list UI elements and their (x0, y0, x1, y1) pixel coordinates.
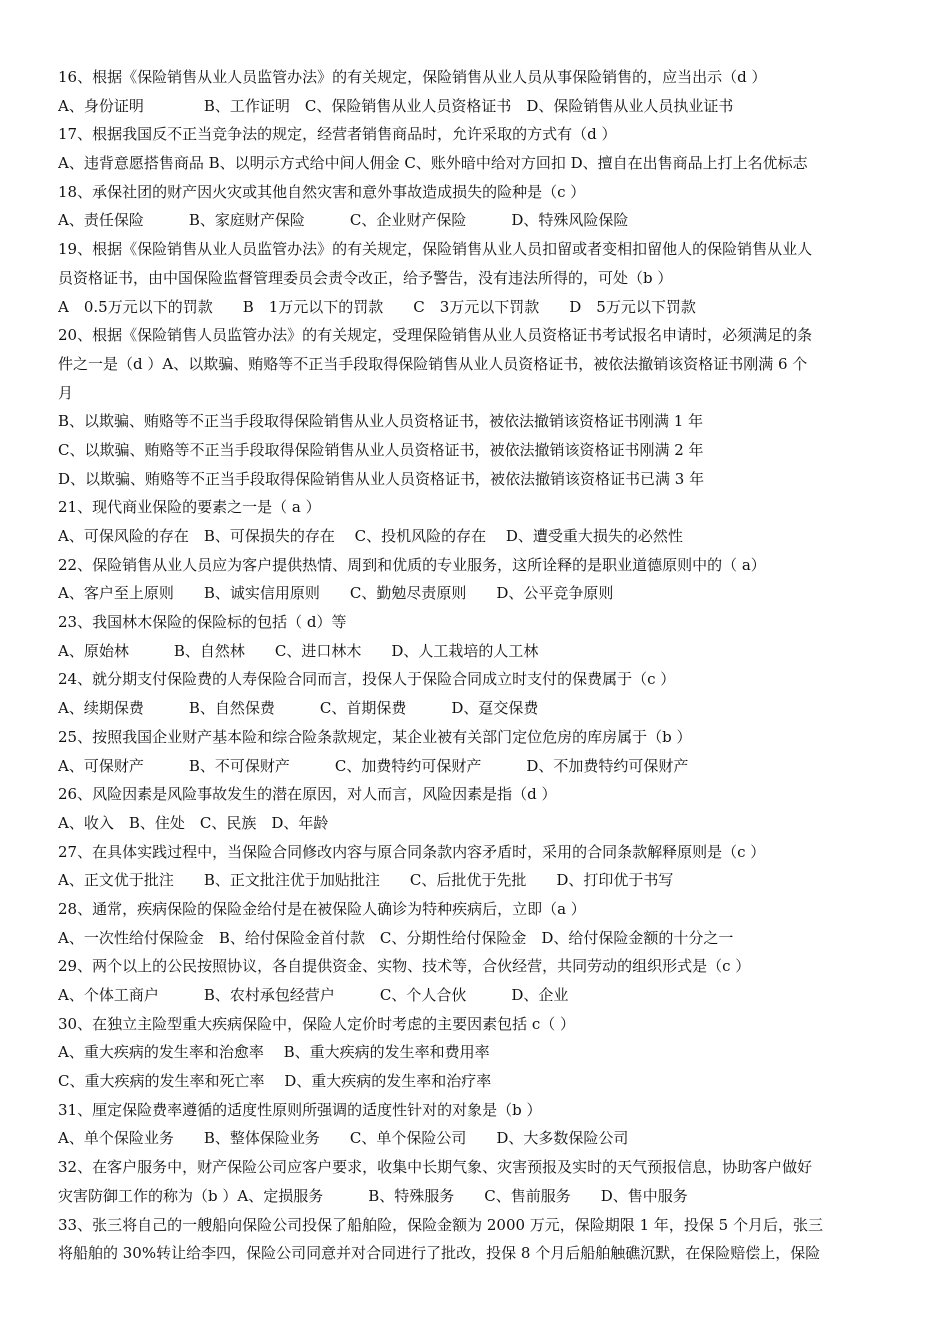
text-line: C、重大疾病的发生率和死亡率 D、重大疾病的发生率和治疗率 (58, 1072, 492, 1091)
text-line: A、收入 B、住处 C、民族 D、年龄 (58, 813, 329, 832)
text-line: A、违背意愿搭售商品 B、以明示方式给中间人佣金 C、账外暗中给对方回扣 D、擅自在出售商品上打上名优标志 (58, 154, 808, 173)
text-line: A、续期保费 B、自然保费 C、首期保费 D、趸交保费 (58, 699, 539, 718)
document-page (58, 63, 898, 1268)
text-line: A、个体工商户 B、农村承包经营户 C、个人合伙 D、企业 (58, 986, 569, 1004)
text-line: 30、在独立主险型重大疾病保险中，保险人定价时考虑的主要因素包括 c（ ） (58, 1014, 576, 1033)
text-line: 18、承保社团的财产因火灾或其他自然灾害和意外事故造成损失的险种是（c ） (58, 182, 586, 201)
text-line: 件之一是（d ）A、以欺骗、贿赂等不正当手段取得保险销售从业人员资格证书，被依法撤销该资格证书刚满 6 个 (58, 354, 808, 373)
text-line: 22、保险销售从业人员应为客户提供热情、周到和优质的专业服务，这所诠释的是职业道德原则中的（ a） (58, 555, 766, 574)
text-line: A、原始林 B、自然林 C、进口林木 D、人工栽培的人工林 (58, 641, 539, 660)
text-line: 将船舶的 30%转让给李四，保险公司同意并对合同进行了批改，投保 8 个月后船舶触礁沉默，在保险赔偿上，保险 (58, 1244, 821, 1263)
text-line: 27、在具体实践过程中，当保险合同修改内容与原合同条款内容矛盾时，采用的合同条款解释原则是（c ） (58, 842, 766, 861)
text-line: 员资格证书，由中国保险监督管理委员会责令改正，给予警告，没有违法所得的，可处（b ） (58, 268, 673, 287)
text-line: A、一次性给付保险金 B、给付保险金首付款 C、分期性给付保险金 D、给付保险金额的十分之一 (58, 928, 734, 947)
text-line: A、责任保险 B、家庭财产保险 C、企业财产保险 D、特殊风险保险 (58, 211, 629, 230)
text-line: 29、两个以上的公民按照协议，各自提供资金、实物、技术等，合伙经营，共同劳动的组织形式是（c ） (58, 957, 751, 976)
text-line: 23、我国林木保险的保险标的包括（ d）等 (58, 613, 347, 632)
text-line: 31、厘定保险费率遵循的适度性原则所强调的适度性针对的对象是（b ） (58, 1100, 542, 1119)
text-line: A、可保风险的存在 B、可保损失的存在 C、投机风险的存在 D、遭受重大损失的必然性 (58, 527, 683, 545)
text-line: B、以欺骗、贿赂等不正当手段取得保险销售从业人员资格证书，被依法撤销该资格证书刚满 1 年 (58, 412, 704, 431)
text-line: A、正文优于批注 B、正文批注优于加贴批注 C、后批优于先批 D、打印优于书写 (58, 871, 674, 890)
text-line: C、以欺骗、贿赂等不正当手段取得保险销售从业人员资格证书，被依法撤销该资格证书刚满 2 年 (58, 440, 704, 459)
text-line: 24、就分期支付保险费的人寿保险合同而言，投保人于保险合同成立时支付的保费属于（c ） (58, 670, 676, 689)
text-line: 33、张三将自己的一艘船向保险公司投保了船舶险，保险金额为 2000 万元，保险期限 1 年，投保 5 个月后，张三 (58, 1215, 823, 1234)
text-line: 20、根据《保险销售人员监管办法》的有关规定，受理保险销售从业人员资格证书考试报名申请时，必须满足的条 (58, 326, 813, 345)
text-line: 21、现代商业保险的要素之一是（ a ） (58, 498, 321, 517)
text-line: A、单个保险业务 B、整体保险业务 C、单个保险公司 D、大多数保险公司 (58, 1129, 629, 1148)
text-line: D、以欺骗、贿赂等不正当手段取得保险销售从业人员资格证书，被依法撤销该资格证书已满 3 年 (58, 469, 705, 488)
text-line: 25、按照我国企业财产基本险和综合险条款规定，某企业被有关部门定位危房的库房属于（b ） (58, 727, 692, 746)
text-line: A、客户至上原则 B、诚实信用原则 C、勤勉尽责原则 D、公平竞争原则 (58, 584, 614, 603)
text-line: 17、根据我国反不正当竞争法的规定，经营者销售商品时，允许采取的方式有（d ） (58, 125, 617, 144)
text-line: A、重大疾病的发生率和治愈率 B、重大疾病的发生率和费用率 (58, 1043, 490, 1062)
text-line: 32、在客户服务中，财产保险公司应客户要求，收集中长期气象、灾害预报及实时的天气预报信息，协助客户做好 (58, 1158, 813, 1177)
text-line: A 0.5万元以下的罚款 B 1万元以下的罚款 C 3万元以下罚款 D 5万元以下罚款 (58, 297, 696, 316)
text-line: 灾害防御工作的称为（b ）A、定损服务 B、特殊服务 C、售前服务 D、售中服务 (58, 1186, 688, 1205)
text-line: 26、风险因素是风险事故发生的潜在原因，对人而言，风险因素是指（d ） (58, 785, 557, 804)
text-line: 19、根据《保险销售从业人员监管办法》的有关规定，保险销售从业人员扣留或者变相扣留他人的保险销售从业人 (58, 240, 813, 259)
text-line: 16、根据《保险销售从业人员监管办法》的有关规定，保险销售从业人员从事保险销售的，应当出示（d ） (58, 68, 767, 86)
text-line: A、可保财产 B、不可保财产 C、加费特约可保财产 D、不加费特约可保财产 (58, 756, 689, 775)
text-line: A、身份证明 B、工作证明 C、保险销售从业人员资格证书 D、保险销售从业人员执业证书 (58, 96, 734, 115)
text-line: 月 (58, 383, 74, 402)
text-line: 28、通常，疾病保险的保险金给付是在被保险人确诊为特种疾病后，立即（a ） (58, 899, 586, 918)
